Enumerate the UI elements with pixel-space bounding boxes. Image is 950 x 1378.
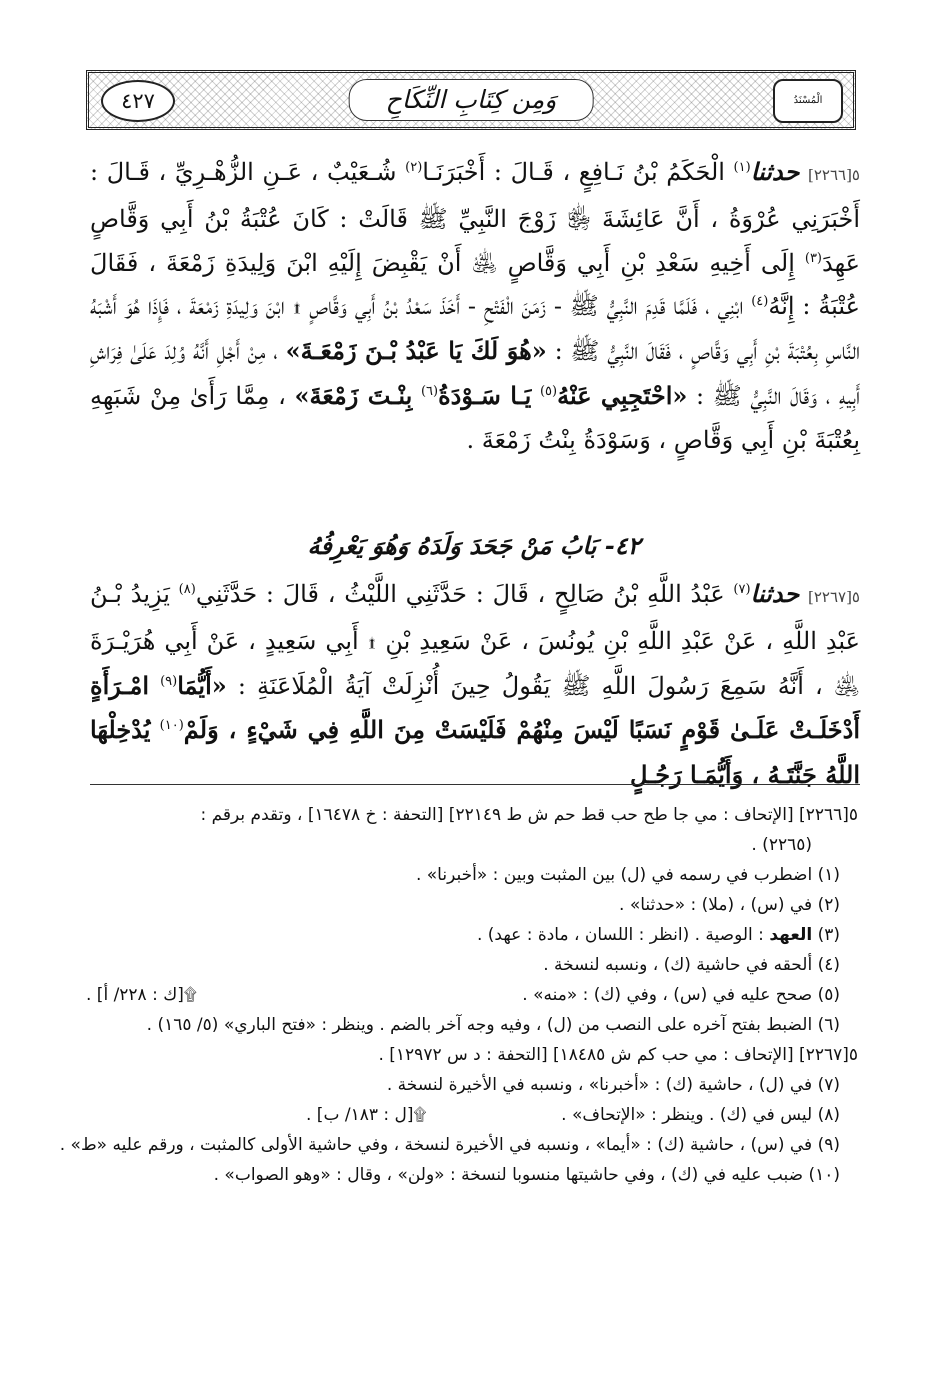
footnote-3 — [86, 920, 858, 950]
footnote-ithaf-cont: (٢٢٦٥) . — [751, 835, 812, 855]
footnote-ithaf: ٥[٢٢٦٧] [الإتحاف : مي حب كم ش ١٨٤٨٥] [التحفة : د س ١٢٩٧٢] . — [378, 1045, 858, 1065]
footnote-text: : الوصية . (انظر : اللسان ، مادة : عهد) . — [476, 925, 764, 945]
footnote-mark: (٨) — [178, 582, 196, 597]
prophetic-quote: «هُوَ لَكَ يَا عَبْدُ بْـنَ زَمْعَـةَ» — [285, 336, 547, 366]
chapter-heading: ٤٢- بَابُ مَنْ جَحَدَ وَلَدَهُ وَهُوَ يَعْرِفُهُ — [307, 531, 641, 560]
matn-text: ، مِمَّا رَأَىٰ مِنْ شَبَهِهِ بِعُتْبَةَ بْنِ أَبِي وَقَّاصٍ ، وَسَوْدَةُ بِنْتُ زَمْعَةَ . — [90, 381, 860, 454]
isnad-text: الْحَكَمُ بْنُ نَـافِعٍ ، قَـالَ : أَخْبَرَنَـا — [422, 158, 725, 186]
footnote-5: (٥) صحح عليه في (س) ، وفي (ك) : «منه» . — [522, 985, 840, 1005]
prophetic-quote: «احْتَجِبِي عَنْهُ — [557, 380, 688, 410]
haddathana-keyword: حدثنا — [750, 157, 800, 186]
hadith-2267 — [90, 572, 860, 790]
footnote-6: (٦) الضبط بفتح آخره على النصب من (ل) ، وفيه وجه آخر بالضم . وينظر : «فتح الباري» (٥/ ١٦٥) . — [146, 1015, 840, 1035]
footnote-row — [86, 980, 858, 1010]
footnote-mark: (٦) — [420, 383, 439, 399]
footnote-8: (٨) ليس في (ك) . وينظر : «الإتحاف» . — [561, 1105, 840, 1125]
footnote-divider — [90, 784, 860, 785]
section-title: وَمِن كِتَابِ النِّكَاحِ — [349, 79, 594, 121]
isnad-text: يَزِيدُ بْـنُ عَبْدِ اللَّهِ ، عَنْ عَبْدِ اللَّهِ بْنِ يُونُسَ ، عَنْ سَعِيدِ بْنِ — [90, 580, 860, 655]
footnote-2: (٢) في (س) ، (ملا) : «حدثنا» . — [619, 895, 840, 915]
prophetic-quote: امْـرَأَةٍ أَدْخَلَـتْ عَلَـىٰ قَوْمٍ نَسَبًا لَيْسَ مِنْهُمْ فَلَيْسَتْ مِنَ اللَّهِ فِي شَيْءٍ ، وَلَمْ — [90, 670, 860, 745]
haddathana-keyword: حدثنا — [750, 579, 800, 608]
hadith-2266 — [90, 150, 860, 506]
footnote-ithaf: ٥[٢٢٦٦] [الإتحاف : مي جا طح حب قط حم ش ط ٢٢١٤٩] [التحفة : خ ١٦٤٧٨] ، وتقدم برقم : — [200, 805, 858, 825]
footnote-number: (٣) — [817, 925, 840, 945]
folio-marker: ۩ — [292, 292, 302, 321]
footnote-mark: (٢) — [405, 160, 423, 175]
isnad-text: عَبْدُ اللَّهِ بْنُ صَالِحٍ ، قَالَ : حَدَّثَنِي اللَّيْثُ ، قَالَ : حَدَّثَنِي — [195, 580, 725, 608]
footnote-mark: (١) — [733, 160, 751, 175]
footnotes — [59, 800, 858, 1320]
matn-text: إِلَى أَخِيهِ سَعْدِ بْنِ أَبِي وَقَّاصٍ ﵁ أَنْ يَقْبِضَ إِلَيْهِ ابْنَ وَلِيدَةِ زَمْعَةَ ، فَقَالَ عُتْبَةُ : إِنَّهُ — [90, 248, 860, 321]
footnote-10: (١٠) ضبب عليه في (ك) ، وفي حاشيتها منسوبا لنسخة : «ولن» ، وقال : «وهو الصواب» . — [213, 1165, 840, 1185]
book-emblem: الْمُسْنَدُ — [773, 79, 843, 123]
footnote-mark: (٧) — [733, 582, 751, 597]
footnote-1: (١) اضطرب في رسمه في (ل) بين المثبت وبين : «أخبرنا» . — [415, 865, 840, 885]
footnote-lemma: العهد — [769, 925, 813, 945]
folio-note-k: ۩[ك : ٢٢٨/ أ] . — [86, 985, 197, 1005]
footnote-mark: (٣) — [804, 250, 822, 266]
isnad-text: أَبِي سَعِيدٍ ، عَنْ أَبِي هُرَيْـرَةَ ﵁ ، أَنَّهُ سَمِعَ رَسُولَ اللَّهِ ﷺ يَقُولُ حِينَ أُنْزِلَتْ آيَةُ الْمُلَاعَنَةِ : — [90, 626, 860, 700]
prophetic-quote: «أَيُّمَا — [177, 670, 227, 700]
prophetic-quote: يُدْخِلْهَا اللَّهُ جَنَّتَـهُ ، وَأَيُّمَـا رَجُـلٍ — [90, 715, 860, 790]
footnote-mark: (٥) — [539, 383, 558, 399]
prophetic-quote: بِنْـتَ زَمْعَةَ» — [294, 380, 413, 410]
isnad-text: شُـعَيْبٌ ، عَـنِ الزُّهْـرِيِّ ، قَـالَ : أَخْبَرَنِي عُرْوَةُ ، أَنَّ عَائِشَةَ ﵂ زَوْجَ النَّبِيِّ ﷺ قَالَتْ : كَانَ عُتْبَةُ بْنُ أَبِي وَقَّاصٍ عَهِدَ — [90, 158, 860, 277]
page-number: ٤٢٧ — [101, 80, 175, 122]
folio-note-l: ۩[ل : ١٨٣/ ب] . — [306, 1105, 427, 1125]
hadith-number: ٥[٢٢٦٦] — [807, 166, 860, 184]
matn-text: ابْنِي ، فَلَمَّا قَدِمَ النَّبِيُّ ﷺ - زَمَنَ الْفَتْحِ - أَخَذَ سَعْدُ بْنُ أَبِي وَقَّاصٍ — [309, 292, 744, 321]
footnote-4: (٤) ألحقه في حاشية (ك) ، ونسبه لنسخة . — [543, 955, 840, 975]
page-header — [86, 70, 856, 130]
footnote-mark: (٤) — [751, 294, 769, 310]
hadith-number: ٥[٢٢٦٧] — [807, 588, 860, 606]
footnote-mark: (١٠) — [159, 718, 184, 734]
footnote-mark: (٩) — [160, 673, 178, 689]
footnote-7: (٧) في (ل) ، حاشية (ك) : «أخبرنا» ، ونسبه في الأخيرة لنسخة . — [386, 1075, 840, 1095]
folio-marker: ۩ — [367, 626, 377, 655]
footnote-row — [86, 1100, 858, 1130]
prophetic-quote: يَـا سَـوْدَةُ — [438, 380, 532, 410]
matn-text: ابْنَ وَلِيدَةِ زَمْعَةَ ، فَإِذَا هُوَ أَشْبَهُ النَّاسِ بِعُتْبَةَ بْنِ أَبِي وَقَّاصٍ ، فَقَالَ النَّبِيُّ ﷺ : — [90, 292, 860, 366]
matn-text: ، مِنْ أَجْلِ أَنَّهُ وُلِدَ عَلَىٰ فِرَاشِ أَبِيهِ ، وَقَالَ النَّبِيُّ ﷺ : — [90, 337, 860, 410]
footnote-9: (٩) في (س) ، حاشية (ك) : «أيما» ، ونسبه في الأخيرة لنسخة ، وفي حاشية الأولى كالمثبت ، ورقم عليه «ط» . — [59, 1135, 840, 1155]
